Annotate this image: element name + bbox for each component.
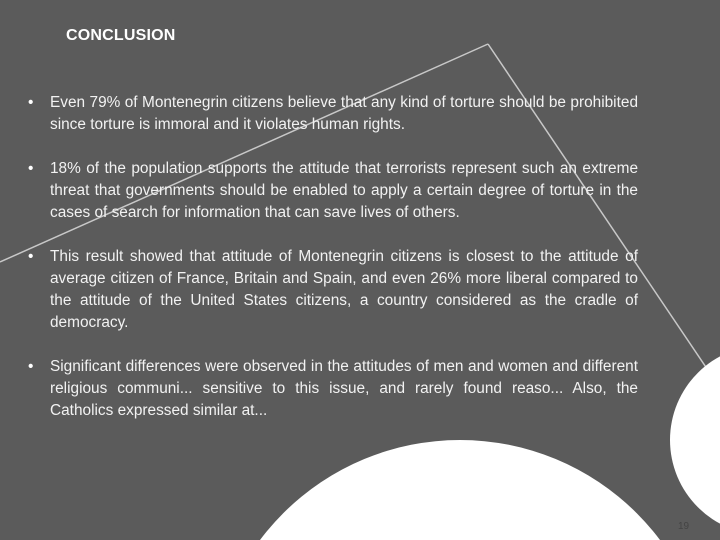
decor-circle-large [210, 440, 710, 540]
bullet-text: This result showed that attitude of Montenegrin citizens is closest to the attitude of average citizen of France, Britain and Spain, and even 26% more liberal compared to the attitude of the United States citizens, a country considered as the cradle of democracy. [50, 248, 638, 331]
page-number: 19 [678, 521, 690, 532]
bullet-text: 18% of the population supports the attitude that terrorists represent such an extreme threat that governments should be enabled to apply a certain degree of torture in the cases of search for information that can save lives of others. [50, 160, 638, 221]
bullet-list [28, 92, 638, 444]
slide-title: CONCLUSION [66, 27, 176, 44]
bullet-item [28, 246, 638, 334]
decor-circle-small [670, 345, 720, 535]
bullet-item [28, 356, 638, 422]
bullet-text: Significant differences were observed in the attitudes of men and women and different religious communi... sensitive to this issue, and rarely found reaso... Also, the Catholics expressed similar at... [50, 358, 638, 419]
bullet-icon: • [28, 94, 34, 111]
bullet-item [28, 158, 638, 224]
bullet-icon: • [28, 248, 34, 265]
bullet-text: Even 79% of Montenegrin citizens believe that any kind of torture should be prohibited since torture is immoral and it violates human rights. [50, 94, 638, 133]
bullet-item [28, 92, 638, 136]
bullet-icon: • [28, 358, 34, 375]
bullet-icon: • [28, 160, 34, 177]
